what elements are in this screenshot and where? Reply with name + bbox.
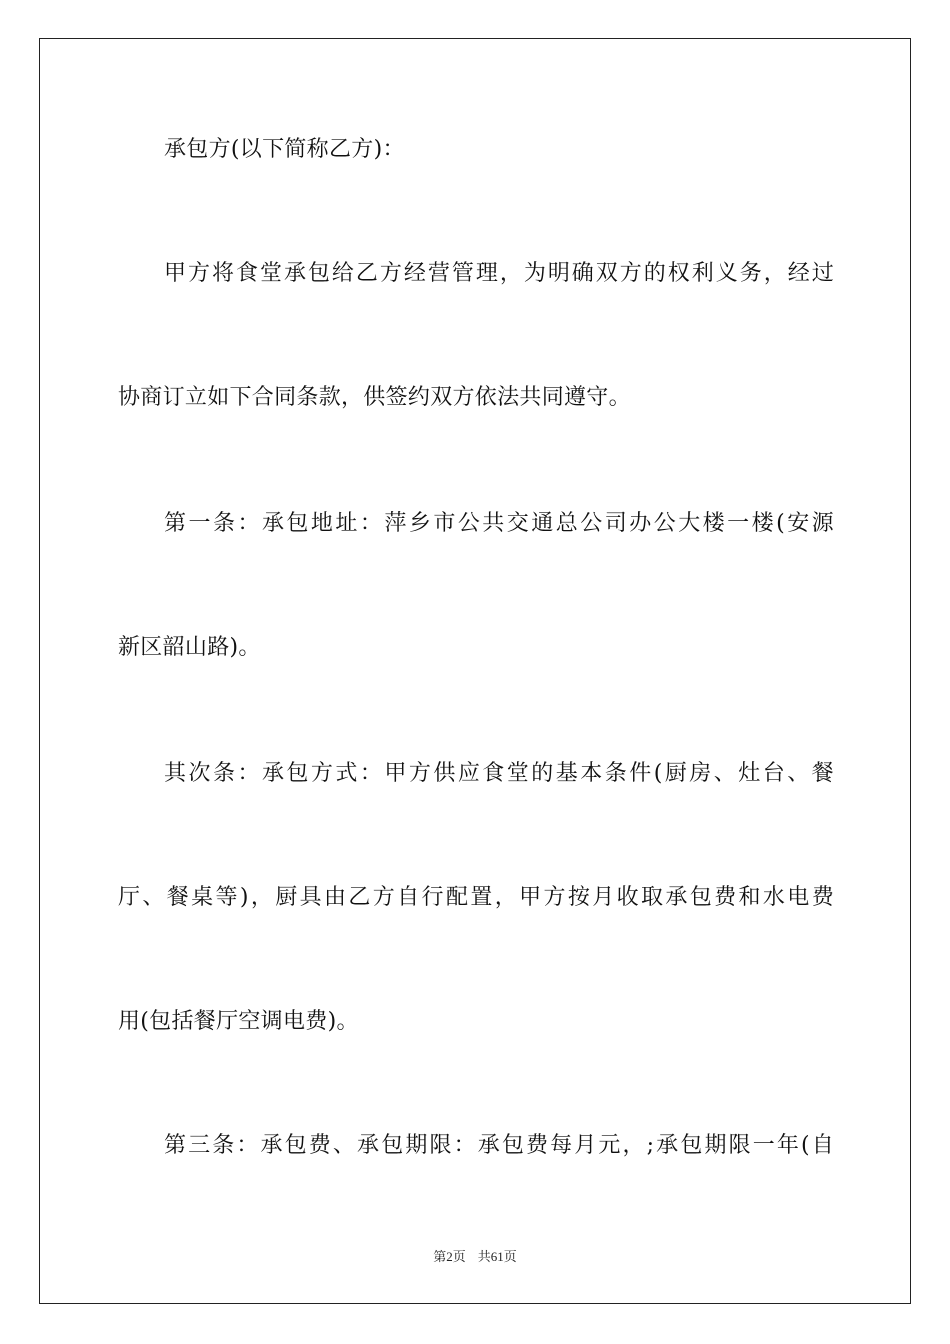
text-line-6: 其次条：承包方式：甲方供应食堂的基本条件(厨房、灶台、餐 xyxy=(164,761,834,786)
text-line-4: 第一条：承包地址：萍乡市公共交通总公司办公大楼一楼(安源 xyxy=(164,511,834,536)
text-line-3: 协商订立如下合同条款，供签约双方依法共同遵守。 xyxy=(118,385,631,410)
page-number: 第2页 xyxy=(433,1249,466,1264)
page-border xyxy=(39,38,911,1304)
text-line-7: 厅、餐桌等)，厨具由乙方自行配置，甲方按月收取承包费和水电费 xyxy=(118,885,834,910)
text-line-2: 甲方将食堂承包给乙方经营管理，为明确双方的权利义务，经过 xyxy=(164,261,834,286)
text-line-9: 第三条：承包费、承包期限：承包费每月元，;承包期限一年(自 xyxy=(164,1133,834,1158)
total-pages: 共61页 xyxy=(477,1249,517,1264)
text-line-5: 新区韶山路)。 xyxy=(118,635,261,660)
text-line-8: 用(包括餐厅空调电费)。 xyxy=(118,1009,359,1034)
page-footer xyxy=(0,1246,950,1265)
text-line-1: 承包方(以下简称乙方)： xyxy=(164,137,405,162)
